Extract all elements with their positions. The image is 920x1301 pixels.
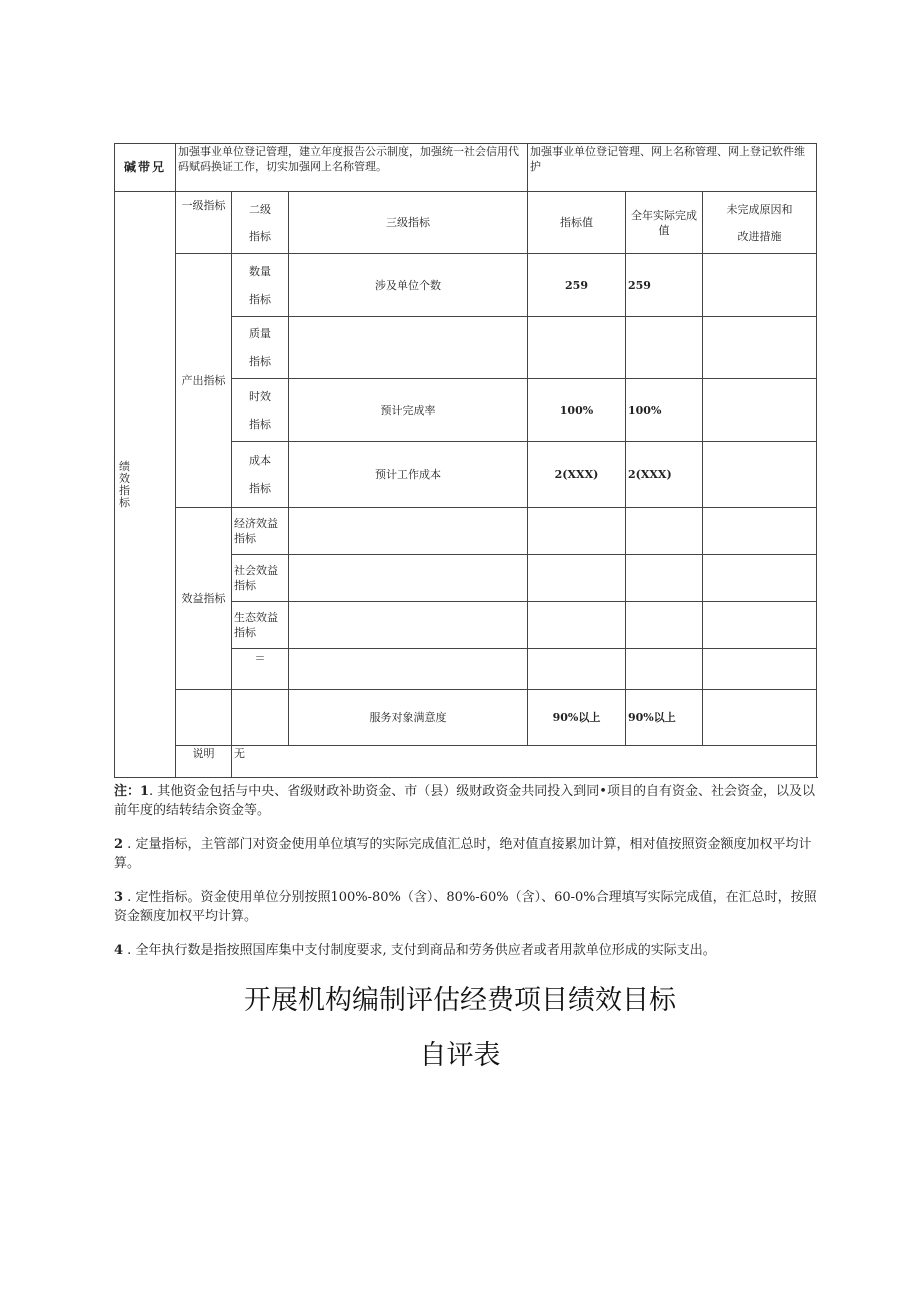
output-l2 bbox=[232, 379, 289, 442]
side-label: 绩效指标 bbox=[119, 459, 130, 509]
remark-value: 无 bbox=[232, 746, 817, 778]
col-level3: 三级指标 bbox=[289, 192, 528, 254]
note-1 bbox=[114, 782, 817, 820]
col-actual: 全年实际完成值 bbox=[626, 192, 703, 254]
table-row bbox=[115, 144, 817, 192]
col-reason-b: 改进措施 bbox=[737, 229, 782, 243]
output-l3 bbox=[289, 317, 528, 379]
satisfaction-value: 90%以上 bbox=[528, 690, 626, 746]
col-level2-b: 指标 bbox=[249, 229, 271, 243]
benefit-reason bbox=[703, 649, 817, 690]
benefit-l2: 经济效益指标 bbox=[232, 508, 289, 555]
note-number: 注：1 bbox=[114, 784, 150, 799]
benefit-l3 bbox=[289, 649, 528, 690]
col-level2 bbox=[232, 192, 289, 254]
output-reason bbox=[703, 317, 817, 379]
output-actual: 100% bbox=[626, 379, 703, 442]
output-l3: 预计工作成本 bbox=[289, 442, 528, 508]
benefit-value bbox=[528, 555, 626, 602]
benefit-reason bbox=[703, 555, 817, 602]
header-label: 碱带兄 bbox=[115, 144, 176, 192]
note-2 bbox=[114, 835, 817, 873]
output-l2-b: 指标 bbox=[249, 292, 271, 306]
output-value: 259 bbox=[528, 254, 626, 317]
benefit-reason bbox=[703, 508, 817, 555]
benefit-l3 bbox=[289, 602, 528, 649]
benefit-l3 bbox=[289, 508, 528, 555]
note-text: . 其他资金包括与中央、省级财政补助资金、市（县）级财政资金共同投入到同•项目的自有资金、社会资金，以及以前年度的结转结余资金等。 bbox=[114, 784, 815, 818]
note-4 bbox=[114, 941, 817, 960]
remark-row bbox=[115, 746, 817, 778]
benefit-actual bbox=[626, 602, 703, 649]
benefit-l2: 生态效益指标 bbox=[232, 602, 289, 649]
note-3 bbox=[114, 888, 817, 926]
benefit-l3 bbox=[289, 555, 528, 602]
remark-label: 说明 bbox=[176, 746, 232, 778]
output-group: 产出指标 bbox=[176, 254, 232, 508]
satisfaction-l2 bbox=[232, 690, 289, 746]
output-l2-b: 指标 bbox=[249, 417, 271, 431]
output-l2 bbox=[232, 254, 289, 317]
benefit-actual bbox=[626, 555, 703, 602]
table-row bbox=[115, 254, 817, 317]
benefit-actual bbox=[626, 508, 703, 555]
note-number: 3 bbox=[114, 890, 124, 905]
col-reason bbox=[703, 192, 817, 254]
table-row bbox=[115, 508, 817, 555]
output-reason bbox=[703, 254, 817, 317]
note-number: 2 bbox=[114, 837, 124, 852]
performance-table bbox=[114, 143, 817, 778]
note-text: . 定量指标，主管部门对资金使用单位填写的实际完成值汇总时，绝对值直接累加计算，相对值按照资金额度加权平均计算。 bbox=[114, 837, 812, 871]
col-reason-a: 未完成原因和 bbox=[726, 202, 793, 216]
note-text: . 定性指标。资金使用单位分别按照100%-80%（含）、80%-60%（含）、60-0%合理填写实际完成值，在汇总时，按照资金额度加权平均计算。 bbox=[114, 890, 817, 924]
output-l2-b: 指标 bbox=[249, 355, 271, 368]
col-level1: 一级指标 bbox=[176, 192, 232, 254]
output-l3: 预计完成率 bbox=[289, 379, 528, 442]
output-value bbox=[528, 317, 626, 379]
output-actual: 2(XXX) bbox=[626, 442, 703, 508]
output-value: 2(XXX) bbox=[528, 442, 626, 508]
output-l3: 涉及单位个数 bbox=[289, 254, 528, 317]
header-left-text: 加强事业单位登记管理，建立年度报告公示制度，加强统一社会信用代码赋码换证工作，切实加强网上名称管理。 bbox=[176, 144, 528, 192]
satisfaction-actual: 90%以上 bbox=[626, 690, 703, 746]
note-text: . 全年执行数是指按照国库集中支付制度要求, 支付到商品和劳务供应者或者用款单位形成的实际支出。 bbox=[123, 943, 716, 958]
benefit-value bbox=[528, 649, 626, 690]
satisfaction-l3: 服务对象满意度 bbox=[289, 690, 528, 746]
table-row bbox=[115, 690, 817, 746]
page-title: 开展机构编制评估经费项目绩效目标 bbox=[244, 985, 676, 1016]
header-right-text: 加强事业单位登记管理、网上名称管理、网上登记软件维护 bbox=[528, 144, 817, 192]
output-reason bbox=[703, 379, 817, 442]
output-reason bbox=[703, 442, 817, 508]
benefit-reason bbox=[703, 602, 817, 649]
benefit-group: 效益指标 bbox=[176, 508, 232, 690]
benefit-l2: ＝ bbox=[232, 649, 289, 690]
output-l2 bbox=[232, 317, 289, 379]
side-label-cell bbox=[115, 192, 176, 778]
benefit-value bbox=[528, 602, 626, 649]
column-header-row bbox=[115, 192, 817, 254]
col-value: 指标值 bbox=[528, 192, 626, 254]
satisfaction-l1 bbox=[176, 690, 232, 746]
output-l2-a: 数量 bbox=[249, 264, 271, 278]
output-l2-a: 时效 bbox=[249, 389, 271, 403]
page-subtitle: 自评表 bbox=[419, 1040, 501, 1071]
note-number: 4 bbox=[114, 943, 124, 958]
output-actual bbox=[626, 317, 703, 379]
output-l2 bbox=[232, 442, 289, 508]
output-l2-a: 成本 bbox=[249, 454, 271, 467]
output-l2-a: 质量 bbox=[249, 327, 271, 340]
output-value: 100% bbox=[528, 379, 626, 442]
benefit-value bbox=[528, 508, 626, 555]
benefit-l2: 社会效益指标 bbox=[232, 555, 289, 602]
col-level2-a: 二级 bbox=[249, 202, 271, 216]
output-l2-b: 指标 bbox=[249, 482, 271, 495]
satisfaction-reason bbox=[703, 690, 817, 746]
output-actual: 259 bbox=[626, 254, 703, 317]
benefit-actual bbox=[626, 649, 703, 690]
